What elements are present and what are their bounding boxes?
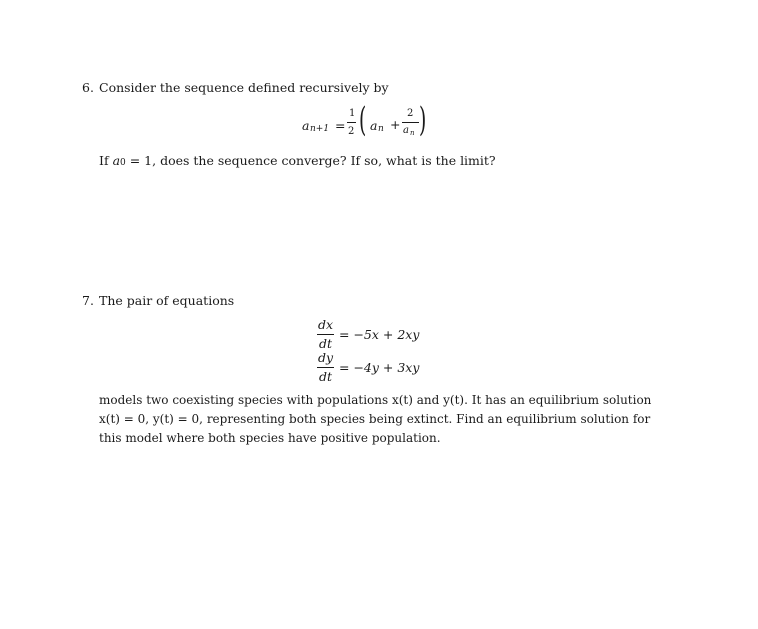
p7-body-line-3: this model where both species have positive population. — [99, 431, 441, 445]
problem-7-intro: The pair of equations — [99, 293, 235, 308]
eq6-plus: + — [390, 117, 401, 132]
q6-rest: = 1, does the sequence converge? If so, what is the limit? — [129, 153, 496, 168]
q6-prefix: If — [99, 153, 109, 168]
eq7b-den: dt — [319, 369, 333, 384]
eq6-paren-open: ( — [358, 100, 367, 140]
eq7a-rhs: = −5x + 2xy — [339, 327, 420, 342]
eq6-term-sub: n — [378, 124, 384, 134]
eq6-frac-den-var: a — [403, 125, 409, 136]
q6-var: a — [112, 153, 121, 168]
q6-sub: 0 — [120, 158, 126, 168]
eq6-coef-bar — [347, 122, 356, 123]
problem-6-intro: Consider the sequence defined recursively by — [99, 80, 389, 95]
eq6-coef-den: 2 — [348, 126, 355, 137]
eq6-lhs-var: a — [302, 118, 310, 133]
eq7b-num: dy — [318, 350, 334, 365]
problem-6-question — [99, 153, 496, 168]
problem-6-number: 6. — [82, 80, 94, 95]
eq7a-bar — [317, 334, 334, 335]
eq6-frac-bar — [402, 122, 419, 123]
eq6-frac-den-sub: n — [410, 129, 415, 137]
eq6-equals: = — [335, 118, 346, 133]
problem-7-number: 7. — [82, 293, 94, 308]
eq6-term-var: a — [370, 118, 378, 133]
eq6-paren-close: ) — [418, 100, 427, 140]
eq6-coef-num: 1 — [349, 108, 356, 119]
eq6-lhs-sub: n+1 — [310, 124, 330, 134]
eq7b-rhs: = −4y + 3xy — [339, 360, 420, 375]
eq6-frac-num: 2 — [407, 108, 414, 119]
eq7a-den: dt — [319, 336, 333, 351]
p7-body-line-2: x(t) = 0, y(t) = 0, representing both species being extinct. Find an equilibrium solution for — [99, 412, 651, 426]
p7-body-line-1: models two coexisting species with populations x(t) and y(t). It has an equilibrium solution — [99, 393, 652, 407]
eq7a-num: dx — [318, 317, 334, 332]
eq7b-bar — [317, 367, 334, 368]
